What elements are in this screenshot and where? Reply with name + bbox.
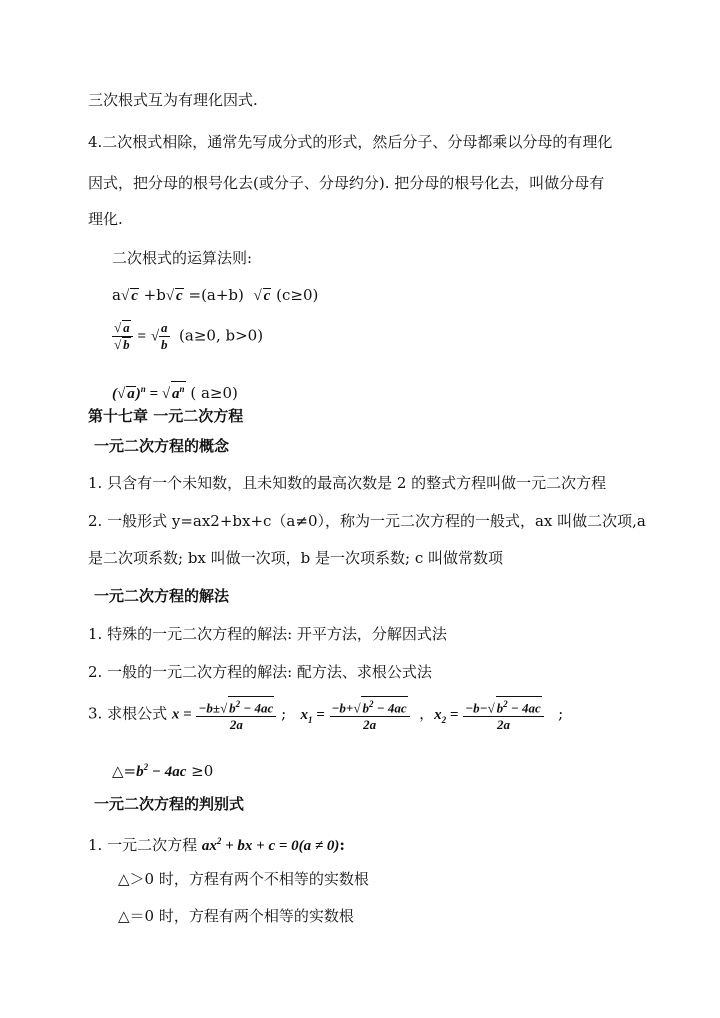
formula-addition: a√ c +b√ c =(a+b) √ c (c≥0) xyxy=(112,286,319,304)
quadratic-formula-label: 3. 求根公式 xyxy=(88,704,168,723)
concept-item-3: 是二次项系数; bx 叫做一次项，b 是一次项系数; c 叫做常数项 xyxy=(88,549,504,567)
solution-item-1: 1. 特殊的一元二次方程的解法: 开平方法，分解因式法 xyxy=(88,625,447,643)
formula-3-condition: ( a≥0) xyxy=(190,384,238,402)
text-line-3: 因式，把分母的根号化去(或分子、分母约分). 把分母的根号化去，叫做分母有 xyxy=(88,174,605,192)
rules-heading: 二次根式的运算法则: xyxy=(112,249,253,267)
discriminant-condition: ≥0 xyxy=(191,762,214,780)
discriminant-case-zero: △＝0 时，方程有两个相等的实数根 xyxy=(118,907,354,925)
solution-item-2: 2. 一般的一元二次方程的解法: 配方法、求根公式法 xyxy=(88,663,432,681)
concept-item-1: 1. 只含有一个未知数，且未知数的最高次数是 2 的整式方程叫做一元二次方程 xyxy=(88,474,607,492)
discriminant-item-1: 1. 一元二次方程 $ax^2$ + bx + c = 0(a ≠ 0): xyxy=(88,836,345,854)
text-line-1: 三次根式互为有理化因式. xyxy=(88,91,258,109)
formula-1-condition: (c≥0) xyxy=(276,286,319,304)
section-heading-solution: 一元二次方程的解法 xyxy=(94,587,230,605)
text-line-4: 理化. xyxy=(88,210,123,228)
concept-item-2: 2. 一般形式 y=ax2+bx+c（a≠0），称为一元二次方程的一般式，ax 叫做二次项,a xyxy=(88,512,646,530)
chapter-title: 第十七章 一元二次方程 xyxy=(88,407,244,425)
discriminant-item-1-tail: : xyxy=(339,836,345,854)
formula-2-condition: (a≥0, b>0) xyxy=(179,326,264,345)
discriminant-item-1-label: 1. 一元二次方程 xyxy=(88,836,198,854)
discriminant-line: $\triangle=b^2 - 4ac \ge 0$ xyxy=(112,762,214,780)
formula-power: (√ a)$^n$ = √ $a^n$ ( a≥0) xyxy=(112,379,238,404)
quadratic-formula-line: 3. 求根公式 x = $\frac{-b\pm√ b^2 - 4ac}{2a}$ ; $x_1$ = $\frac{-b+√ b^2 - 4ac}{2a}$ ，$x_2$ = $\frac{-b-√ b^2 - 4ac}{2a}$ ; xyxy=(88,696,563,740)
section-heading-discriminant: 一元二次方程的判别式 xyxy=(94,795,245,813)
text-line-2: 4.二次根式相除，通常先写成分式的形式，然后分子、分母都乘以分母的有理化 xyxy=(88,133,613,151)
formula-division: $\frac{√ a}{√ b}$ = √ $\frac{a}{b}$ (a≥0, b>0) xyxy=(114,320,264,352)
section-heading-concept: 一元二次方程的概念 xyxy=(94,437,230,455)
discriminant-case-positive: △＞0 时，方程有两个不相等的实数根 xyxy=(118,870,369,888)
